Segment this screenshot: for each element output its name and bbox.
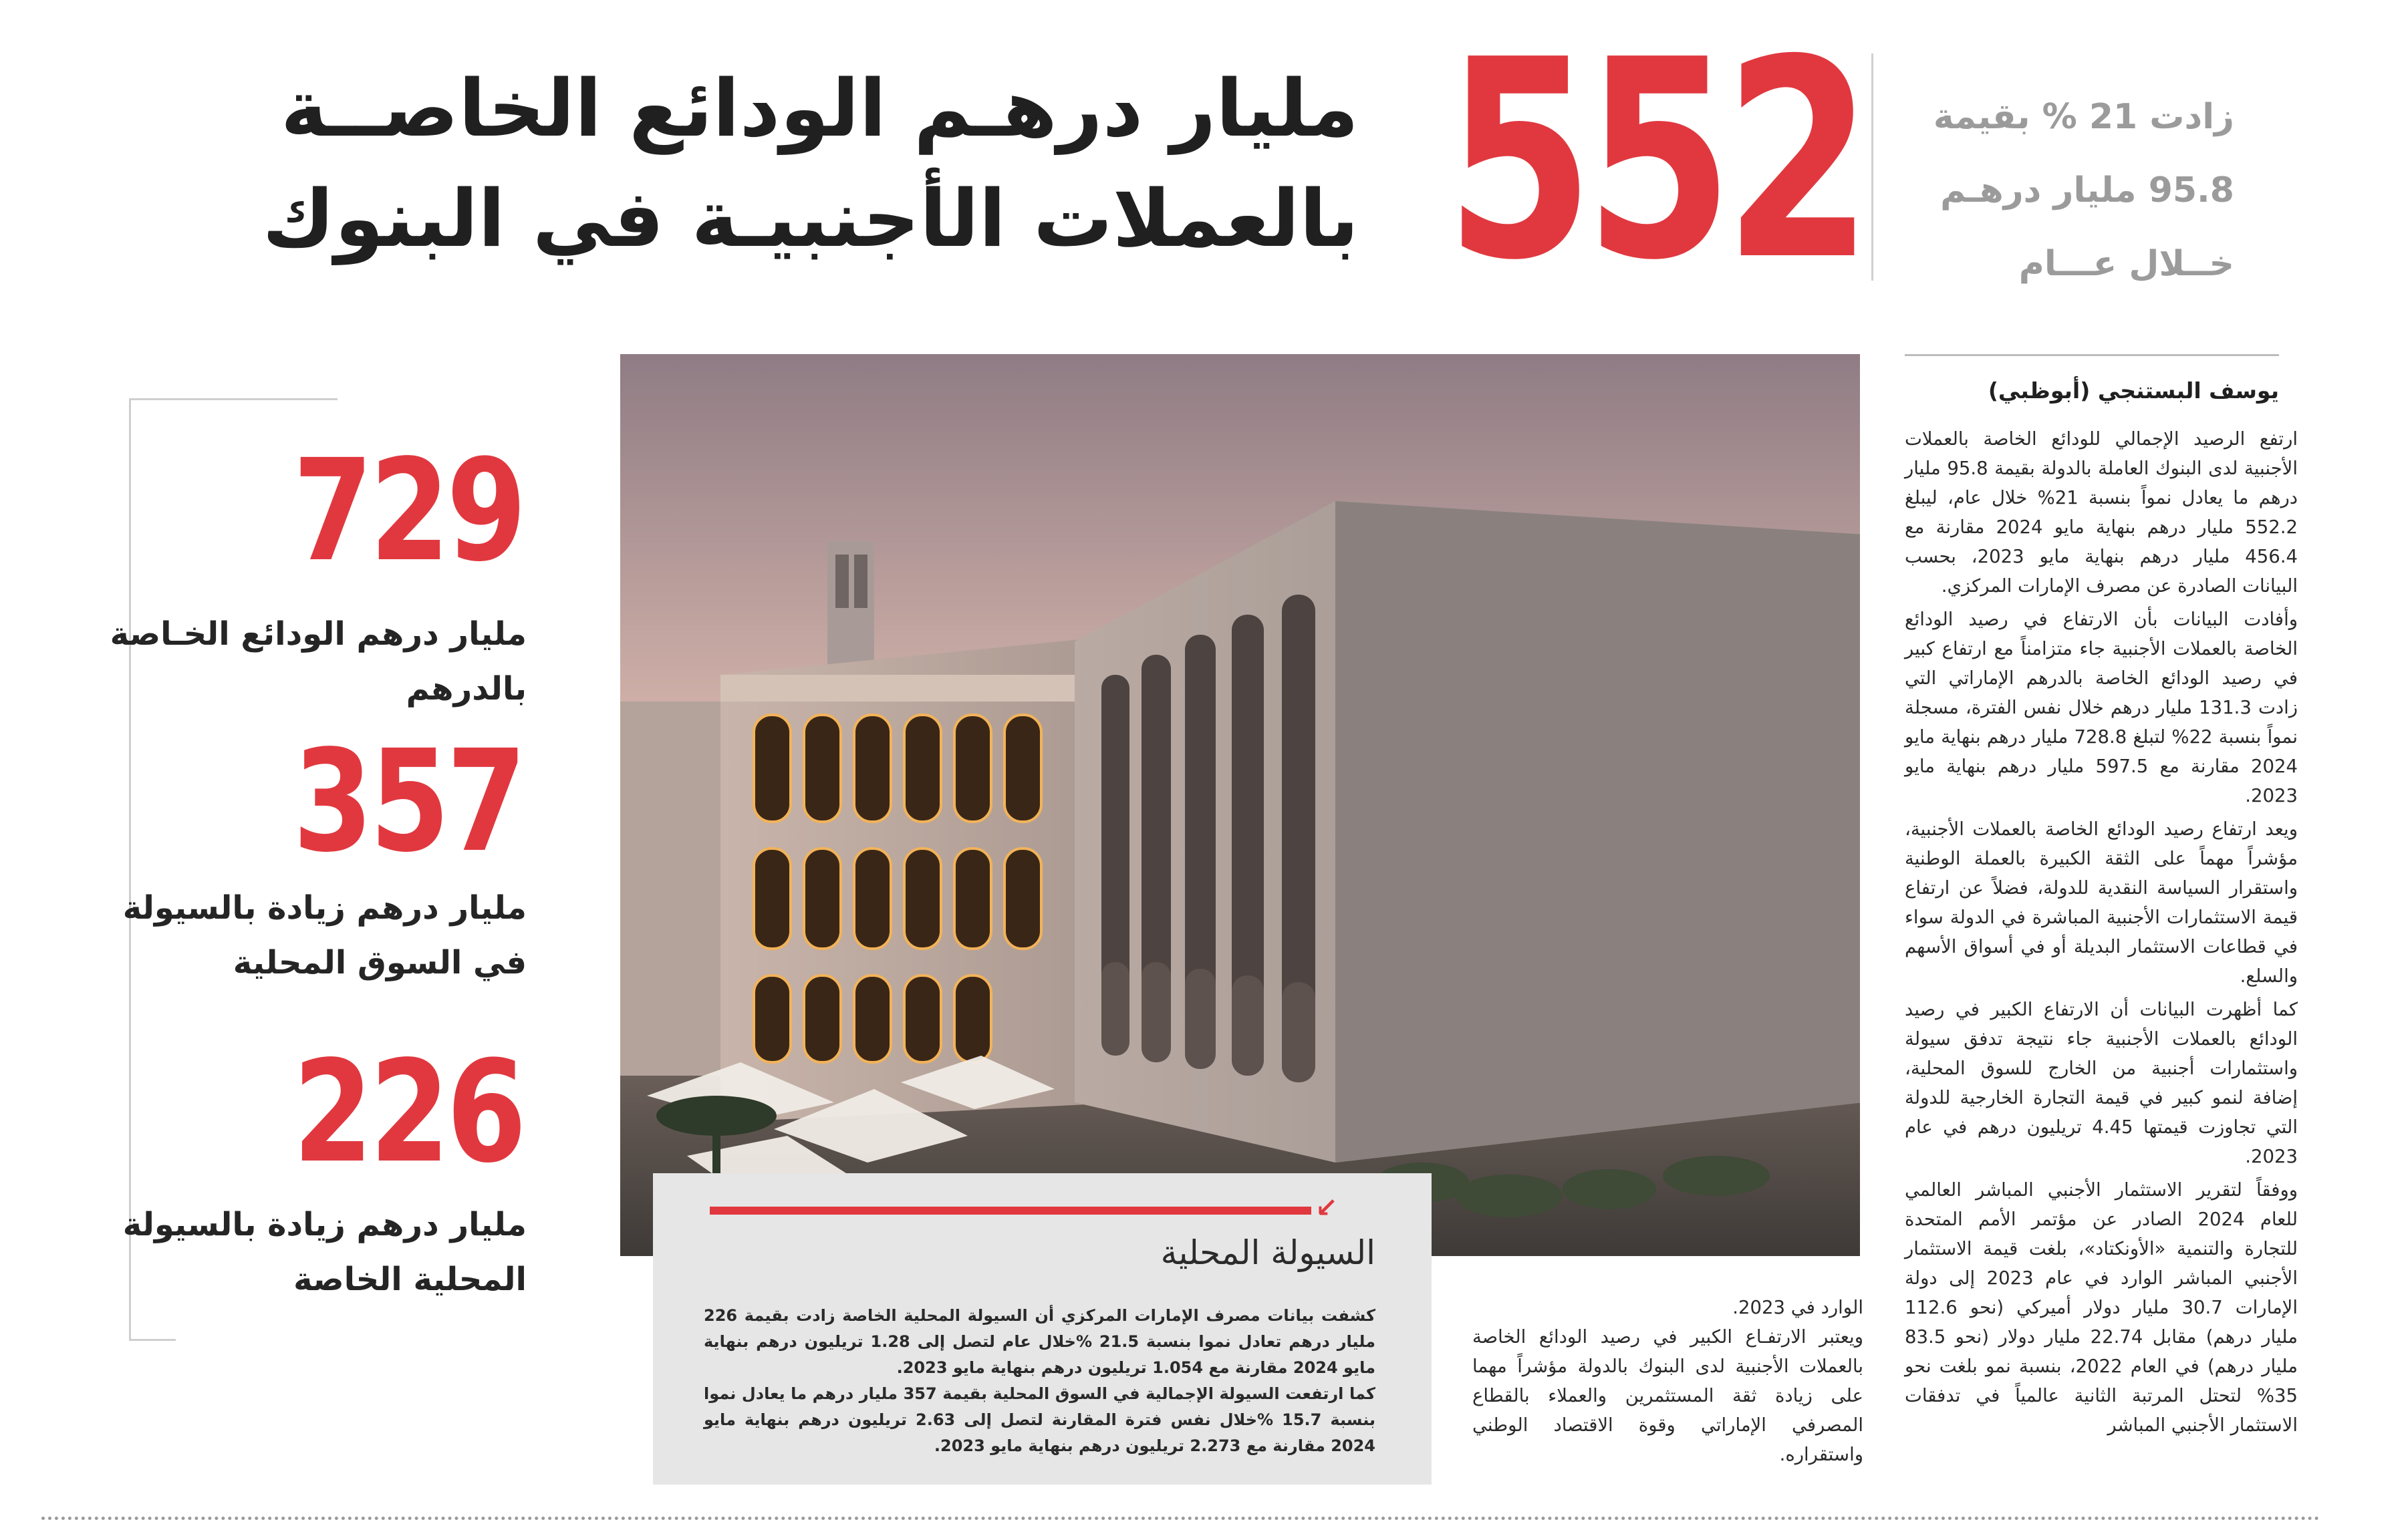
arrow-icon: ↙ <box>1315 1193 1338 1223</box>
subheadline <box>1887 80 2234 301</box>
stat-label-line: في السوق المحلية <box>233 944 527 981</box>
headline-line-1: مليار درهـم الودائع الخاصــة <box>280 62 1359 154</box>
headline <box>262 53 1359 274</box>
stat-value: 226 <box>293 1030 523 1194</box>
stat-value: 357 <box>293 720 523 883</box>
article-column-middle <box>1472 1293 1863 1469</box>
subhead-line-1: زادت 21 % بقيمة <box>1933 97 2234 137</box>
article-paragraph: الوارد في 2023. <box>1732 1297 1863 1318</box>
article-paragraph: ووفقاً لتقرير الاستثمار الأجنبي المباشر العالمي للعام 2024 الصادر عن مؤتمر الأمم المتحدة للتجارة والتنمية «الأونكتاد»، بلغت قيمة الاستثمار الأجنبي المباشر الوارد في عام 2023 إلى دولة الإمارات 30.7 مليار دولار أميركي (نحو 112.6 مليار درهم) مقابل 22.74 مليار دولار (نحو 83.5 مليار درهم) في العام 2022، بنسبة نمو بلغت نحو 35% لتحتل المرتبة الثانية عالمياً في تدفقات الاستثمار الأجنبي المباشر <box>1905 1179 2298 1436</box>
sidebar-title: السيولة المحلية <box>1160 1233 1375 1272</box>
subhead-line-3: خــلال عـــام <box>2018 244 2234 284</box>
stats-bracket <box>129 1339 176 1341</box>
stat-label-line: المحلية الخاصة <box>293 1261 527 1298</box>
footer-dotted-rule <box>41 1517 2320 1520</box>
headline-line-2: بالعملات الأجنبيـة في البنوك <box>262 172 1359 265</box>
article-column-right <box>1905 424 2298 1444</box>
article-paragraph: كما أظهرت البيانات أن الارتفاع الكبير في رصيد الودائع بالعملات الأجنبية جاء نتيجة تدفق سيولة واستثمارات أجنبية من الخارج للسوق المحلية، إضافة لنمو كبير في قيمة التجارة الخارجية للدولة التي تجاوزت قيمتها 4.45 تريليون درهم في عام 2023. <box>1905 999 2298 1167</box>
article-paragraph: ويعد ارتفاع رصيد الودائع الخاصة بالعملات الأجنبية، مؤشراً مهماً على الثقة الكبيرة بالعملة الوطنية واستقرار السياسة النقدية للدولة، فضلاً عن ارتفاع قيمة الاستثمارات الأجنبية المباشرة في الدولة سواء في قطاعات الاستثمار البديلة أو في أسواق الأسهم والسلع. <box>1905 818 2298 987</box>
sidebar-paragraph: كشفت بيانات مصرف الإمارات المركزي أن السيولة المحلية الخاصة زادت بقيمة 226 مليار درهم تعادل نموا بنسبة 21.5 %خلال عام لتصل إلى 1.28 تريليون درهم بنهاية مايو 2024 مقارنة مع 1.054 تريليون درهم بنهاية مايو 2023. <box>704 1306 1375 1377</box>
stat-label <box>99 881 527 990</box>
headline-figure: 552 <box>1445 1 1864 320</box>
article-paragraph: ارتفع الرصيد الإجمالي للودائع الخاصة بالعملات الأجنبية لدى البنوك العاملة بالدولة بقيمة 95.8 مليار درهم ما يعادل نمواً بنسبة 21% خلال عام، ليبلغ 552.2 مليار درهم بنهاية مايو 2024 مقارنة مع 456.4 مليار درهم بنهاية مايو 2023، بحسب البيانات الصادرة عن مصرف الإمارات المركزي. <box>1905 428 2298 597</box>
stats-bracket <box>129 398 338 400</box>
column-top-rule <box>1905 354 2279 356</box>
article-paragraph: وأفادت البيانات بأن الارتفاع في رصيد الودائع الخاصة بالعملات الأجنبية جاء متزامناً مع ارتفاع كبير في رصيد الودائع الخاصة بالدرهم الإماراتي التي زادت 131.3 مليار درهم خلال نفس الفترة، مسجلة نمواً بنسبة 22% لتبلغ 728.8 مليار درهم بنهاية مايو 2024 مقارنة مع 597.5 مليار درهم بنهاية مايو 2023. <box>1905 609 2298 806</box>
header-divider <box>1871 53 1873 281</box>
article-paragraph: ويعتبر الارتفـاع الكبير في رصيد الودائع الخاصة بالعملات الأجنبية لدى البنوك بالدولة مؤشراً مهما على زيادة ثقة المستثمرين والعملاء بالقطاع المصرفي الإماراتي وقوة الاقتصاد الوطني واستقراره. <box>1472 1326 1863 1465</box>
stat-label <box>99 607 527 716</box>
sidebar-accent-rule <box>710 1207 1311 1215</box>
stat-label-line: بالدرهم <box>406 670 527 708</box>
stat-label <box>99 1197 527 1307</box>
sidebar-paragraph: كما ارتفعت السيولة الإجمالية في السوق المحلية بقيمة 357 مليار درهم ما يعادل نموا بنسبة 15.7 %خلال نفس فترة المقارنة لتصل إلى 2.63 تريليون درهم بنهاية مايو 2024 مقارنة مع 2.273 تريليون درهم بنهاية مايو 2023. <box>704 1384 1376 1455</box>
stat-label-line: مليار درهم زيادة بالسيولة <box>122 1206 527 1243</box>
subhead-line-2: 95.8 مليار درهـم <box>1940 170 2234 210</box>
stat-value: 729 <box>293 429 523 593</box>
byline: يوسف البستنجي (أبوظبي) <box>1988 377 2279 404</box>
stat-label-line: مليار درهم الودائع الخـاصة <box>110 615 527 653</box>
sidebar-body <box>704 1303 1375 1459</box>
building-photo <box>620 354 1860 1256</box>
stat-label-line: مليار درهم زيادة بالسيولة <box>122 889 527 927</box>
